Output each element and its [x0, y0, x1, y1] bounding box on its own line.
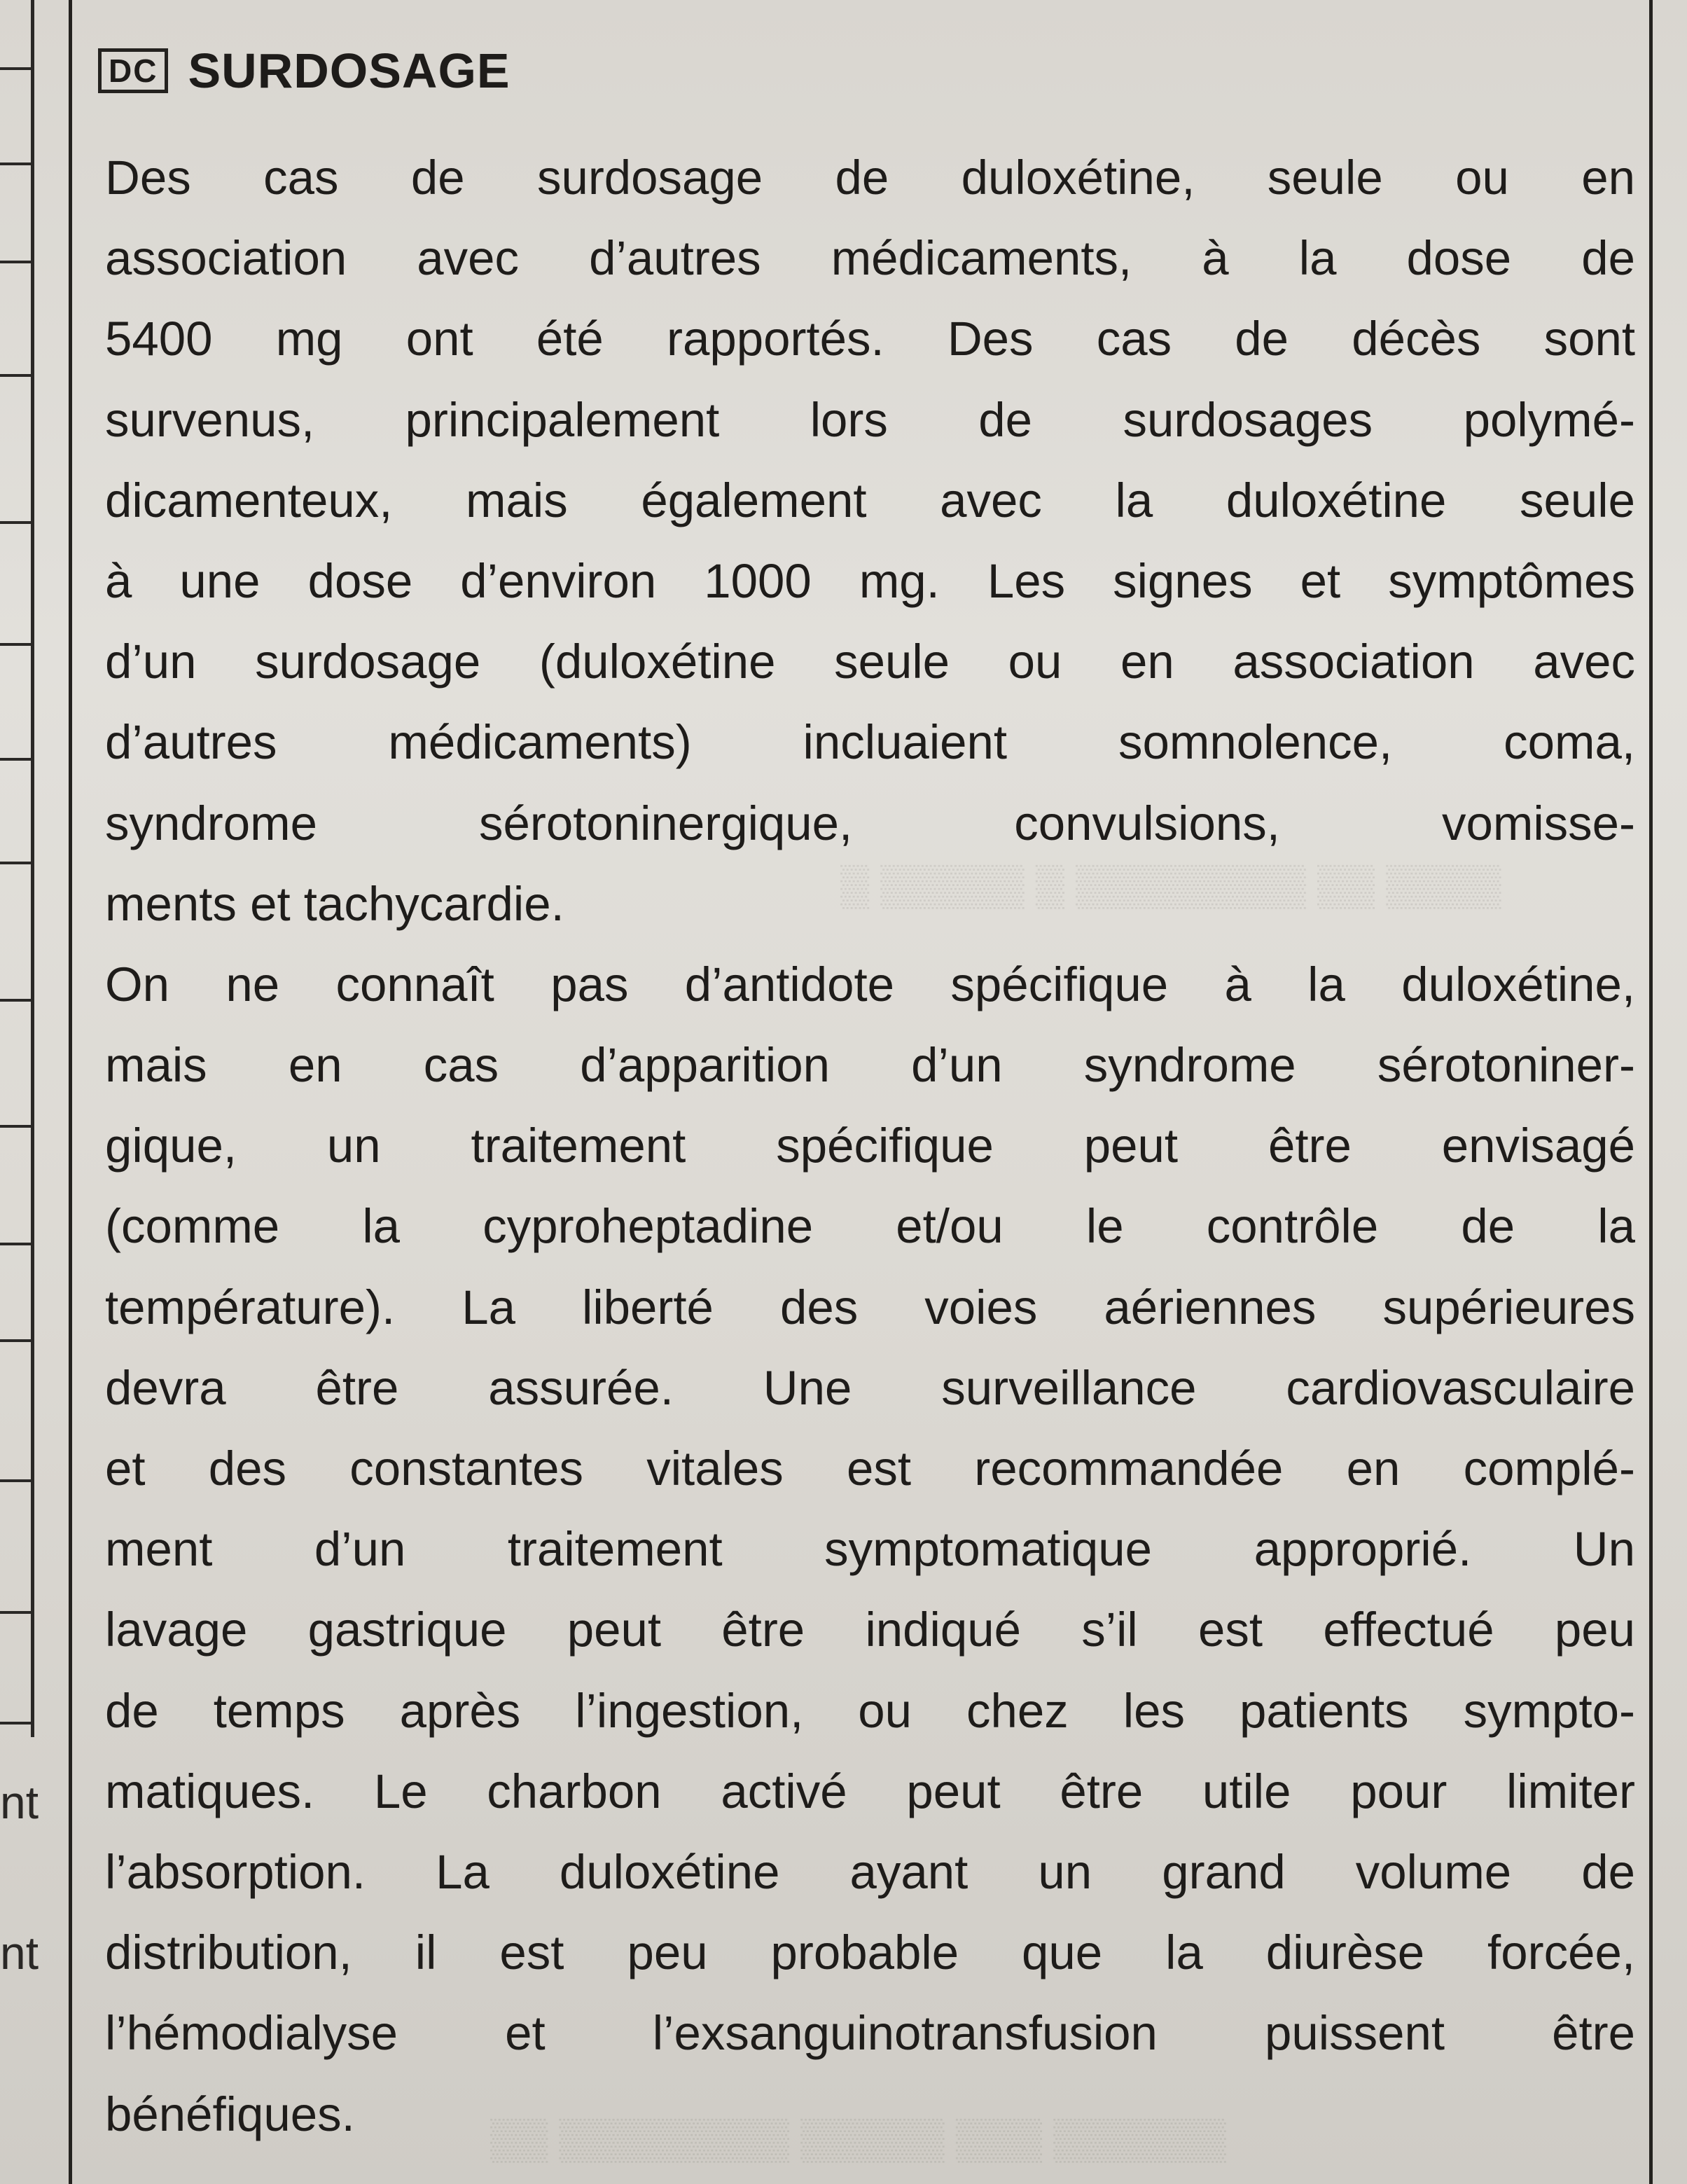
- text-line: mais en cas d’apparition d’un syndrome sérotoniner-: [105, 1038, 1635, 1093]
- text-line: association avec d’autres médicaments, à la dose de: [105, 231, 1635, 286]
- text-line: 5400 mg ont été rapportés. Des cas de décès sont: [105, 312, 1635, 366]
- table-row-rule: [0, 862, 34, 864]
- side-fragment: nt: [0, 1927, 39, 1979]
- text-line: de temps après l’ingestion, ou chez les patients sympto-: [105, 1683, 1635, 1738]
- text-line: d’autres médicaments) incluaient somnolence, coma,: [105, 715, 1635, 770]
- text-line: devra être assurée. Une surveillance cardiovasculaire: [105, 1360, 1635, 1415]
- text-line: matiques. Le charbon activé peut être utile pour limiter: [105, 1764, 1635, 1818]
- table-row-rule: [0, 643, 34, 646]
- text-line: On ne connaît pas d’antidote spécifique à la duloxétine,: [105, 957, 1635, 1011]
- text-line: gique, un traitement spécifique peut être envisagé: [105, 1119, 1635, 1173]
- text-line: dicamenteux, mais également avec la duloxétine seule: [105, 473, 1635, 527]
- table-row-rule: [0, 1125, 34, 1128]
- text-line: distribution, il est peu probable que la diurèse forcée,: [105, 1926, 1635, 1980]
- table-row-rule: [0, 1339, 34, 1342]
- text-line: bénéfiques.: [105, 2087, 355, 2141]
- text-line: d’un surdosage (duloxétine seule ou en association avec: [105, 635, 1635, 689]
- table-row-rule: [0, 374, 34, 377]
- side-fragment: nt: [0, 1776, 39, 1828]
- text-line: l’absorption. La duloxétine ayant un grand volume de: [105, 1844, 1635, 1899]
- left-column: [0, 0, 70, 2184]
- text-line: l’hémodialyse et l’exsanguinotransfusion puissent être: [105, 2006, 1635, 2061]
- text-line: température). La liberté des voies aériennes supérieures: [105, 1280, 1635, 1334]
- text-line: à une dose d’environ 1000 mg. Les signes et symptômes: [105, 553, 1635, 608]
- text-line: et des constantes vitales est recommandée en complé-: [105, 1442, 1635, 1495]
- table-row-rule: [0, 163, 34, 165]
- section-heading: [98, 43, 511, 98]
- section-title: SURDOSAGE: [188, 43, 511, 98]
- dc-badge: DC: [98, 48, 168, 93]
- show-through-ghost: ▒▒▒▒ ▒▒ ▒▒▒▒▒▒▒▒ ▒ ▒▒▒▒▒ ▒: [840, 862, 1501, 908]
- table-row-rule: [0, 521, 34, 524]
- text-line: (comme la cyproheptadine et/ou le contrôle de la: [105, 1199, 1635, 1254]
- text-line: Des cas de surdosage de duloxétine, seule ou en: [105, 151, 1635, 205]
- table-row-rule: [0, 67, 34, 70]
- text-line: ments et tachycardie.: [105, 876, 564, 931]
- text-line: survenus, principalement lors de surdosages polymé-: [105, 392, 1635, 447]
- table-row-rule: [0, 1611, 34, 1614]
- text-line: syndrome sérotoninergique, convulsions, vomisse-: [105, 796, 1635, 850]
- table-row-rule: [0, 758, 34, 761]
- text-line: lavage gastrique peut être indiqué s’il est effectué peu: [105, 1603, 1635, 1657]
- section-body: [105, 137, 1635, 2155]
- table-row-rule: [0, 999, 34, 1002]
- table-row-rule: [0, 1722, 34, 1725]
- show-through-ghost: ▒▒▒▒▒▒ ▒▒▒ ▒▒▒▒▒ ▒▒▒▒▒▒▒▒ ▒▒: [490, 2116, 1226, 2162]
- table-row-rule: [0, 261, 34, 263]
- table-row-rule: [0, 1243, 34, 1245]
- table-row-rule: [0, 1479, 34, 1482]
- text-line: ment d’un traitement symptomatique approprié. Un: [105, 1522, 1635, 1577]
